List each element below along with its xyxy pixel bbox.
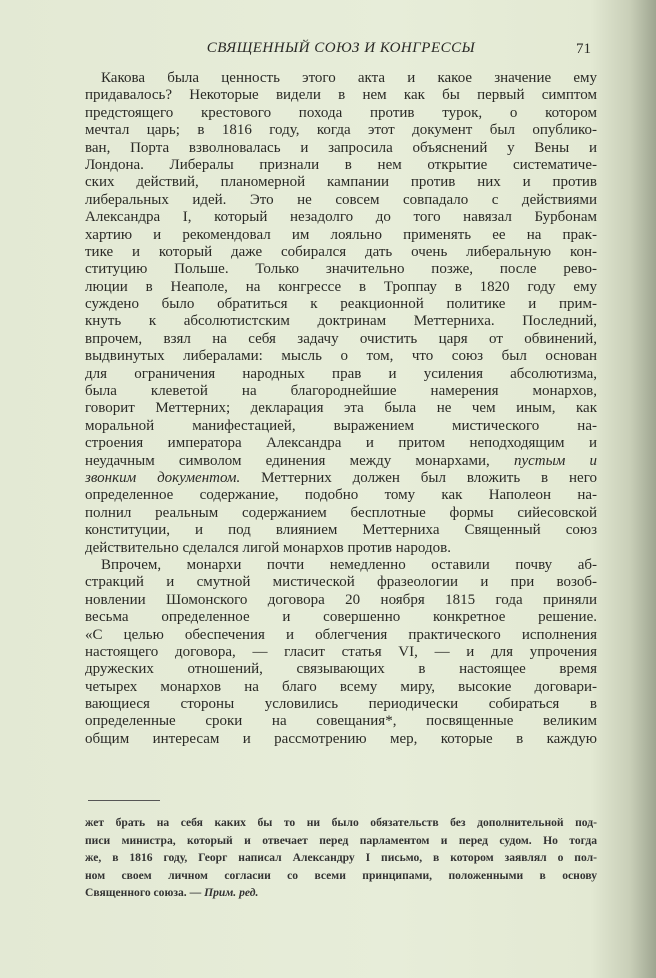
- text-line: [85, 435, 597, 452]
- line-text: же, в 1816 году, Георг написал Александру I письмо, в котором заявлял о пол-: [85, 851, 597, 864]
- text-line: [85, 609, 597, 626]
- line-text: кнуть к абсолютистским доктринам Меттерниха. Последний,: [85, 313, 597, 330]
- line-text: четырех монархов на благо всему миру, высокие договари-: [85, 678, 597, 695]
- line-text: Александра I, который незадолго до того навязал Бурбонам: [85, 209, 597, 226]
- line-text: определенные сроки на совещания*, посвященные великим: [85, 713, 597, 730]
- text-line: [85, 505, 597, 522]
- text-line: [85, 87, 597, 104]
- line-text: либеральных идей. Это не совсем совпадало с действиями: [85, 191, 597, 208]
- line-text: писи министра, который и отвечает перед парламентом и перед судом. Но тогда: [85, 833, 597, 847]
- text-line: [85, 157, 597, 174]
- text-line: [85, 713, 597, 730]
- page-header: [85, 40, 597, 60]
- footnote-line: [85, 884, 597, 902]
- text-line: [85, 70, 597, 87]
- footnote: [85, 814, 597, 902]
- line-text: Меттерних должен был вложить в него: [240, 469, 597, 486]
- text-line: [85, 696, 597, 713]
- line-text: ван, Порта взволновалась и запросила объяснений у Вены и: [85, 139, 597, 156]
- line-text: люции в Неаполе, на конгрессе в Троппау в 1820 году ему: [85, 278, 597, 295]
- italic-text: звонким документом.: [85, 469, 241, 486]
- footnote-line: [85, 849, 597, 867]
- line-text: ном своем личном согласии со всеми принципами, положенными в основу: [85, 868, 597, 882]
- text-line: [85, 105, 597, 122]
- page-number: 71: [576, 41, 591, 57]
- text-line: [85, 244, 597, 261]
- text-line: [85, 627, 597, 644]
- line-text: строения императора Александра и притом неподходящим и: [85, 435, 597, 452]
- text-line: [85, 313, 597, 330]
- text-line: [85, 574, 597, 591]
- body-text: [85, 70, 597, 748]
- line-text: действительно сделался лигой монархов против народов.: [85, 539, 451, 556]
- line-text: была клеветой на благороднейшие намерения монархов,: [85, 383, 597, 400]
- text-line: [85, 140, 597, 157]
- running-title: СВЯЩЕННЫЙ СОЮЗ И КОНГРЕССЫ: [206, 40, 476, 56]
- text-line: [85, 227, 597, 244]
- line-text: впрочем, взял на себя задачу очистить царя от обвинений,: [85, 330, 597, 347]
- text-line: [85, 540, 597, 557]
- line-text: Священного союза. —: [85, 886, 205, 899]
- text-line: [85, 174, 597, 191]
- text-line: [85, 487, 597, 504]
- text-line: [85, 522, 597, 539]
- footnote-line: [85, 832, 597, 850]
- text-line: [85, 383, 597, 400]
- line-text: полнил реальным содержанием бесплотные формы сийесовской: [85, 504, 597, 521]
- text-line: [85, 679, 597, 696]
- text-line: [85, 644, 597, 661]
- text-line: [85, 192, 597, 209]
- text-line: [85, 122, 597, 139]
- line-text: вающиеся стороны условились периодически собираться в: [85, 696, 597, 713]
- line-text: настоящего договора, — гласит статья VI, — и для упрочения: [85, 643, 597, 660]
- line-text: Какова была ценность этого акта и какое значение ему: [101, 70, 597, 86]
- footnote-line: [85, 867, 597, 885]
- line-text: конституции, и под влиянием Меттерниха Священный союз: [85, 522, 597, 539]
- line-text: Лондона. Либералы признали в нем открытие систематиче-: [85, 156, 597, 173]
- text-line: [85, 331, 597, 348]
- text-line: [85, 279, 597, 296]
- line-text: выдвинутых либералами: мысль о том, что союз был основан: [85, 348, 597, 365]
- line-text: «С целью обеспечения и облегчения практического исполнения: [85, 626, 597, 643]
- line-text: мечтал царь; в 1816 году, когда этот документ был опублико-: [85, 122, 597, 139]
- line-text: предстоящего крестового похода против турок, о котором: [85, 104, 597, 121]
- footnote-line: [85, 814, 597, 832]
- line-text: весьма определенное и совершенно конкретное решение.: [85, 609, 597, 626]
- text-line: [85, 592, 597, 609]
- line-text: ских действий, планомерной кампании против них и против: [85, 174, 597, 191]
- line-text: неудачным символом единения между монархами,: [85, 452, 514, 469]
- italic-text: Прим. ред.: [204, 886, 259, 899]
- line-text: для ограничения народных прав и усиления абсолютизма,: [85, 365, 597, 382]
- text-line: [85, 418, 597, 435]
- line-text: ституцию Польше. Только значительно позже, после рево-: [85, 261, 597, 278]
- line-text: дружеских отношений, связывающих в настоящее время: [85, 661, 597, 678]
- line-text: говорит Меттерних; декларация эта была не чем иным, как: [85, 400, 597, 417]
- text-line: [85, 261, 597, 278]
- line-text: Впрочем, монархи почти немедленно оставили почву аб-: [101, 556, 597, 573]
- text-line: [85, 209, 597, 226]
- line-text: новлении Шомонского договора 20 ноября 1815 года приняли: [85, 591, 597, 608]
- line-text: придавалось? Некоторые видели в нем как бы первый симптом: [85, 87, 597, 104]
- text-line: [85, 348, 597, 365]
- line-text: суждено было обратиться к реакционной политике и прим-: [85, 296, 597, 313]
- line-text: стракций и смутной мистической фразеологии и при возоб-: [85, 574, 597, 591]
- line-text: тике и который даже собирался дать очень либеральную кон-: [85, 243, 597, 260]
- text-line: [85, 366, 597, 383]
- text-line: [85, 557, 597, 574]
- text-line: [85, 661, 597, 678]
- line-text: определенное содержание, подобно тому как Наполеон на-: [85, 487, 597, 504]
- line-text: хартию и рекомендовал им лояльно применять ее на прак-: [85, 226, 597, 243]
- italic-text: пустым и: [513, 452, 597, 469]
- text-line: [85, 453, 597, 470]
- text-line: [85, 400, 597, 417]
- line-text: моральной манифестацией, выражением мистического на-: [85, 417, 597, 434]
- text-line: [85, 296, 597, 313]
- text-line: [85, 470, 597, 487]
- line-text: общим интересам и рассмотрению мер, которые в каждую: [85, 730, 597, 747]
- footnote-divider: [88, 800, 160, 801]
- text-line: [85, 731, 597, 748]
- line-text: жет брать на себя каких бы то ни было обязательств без дополнительной под-: [85, 816, 597, 829]
